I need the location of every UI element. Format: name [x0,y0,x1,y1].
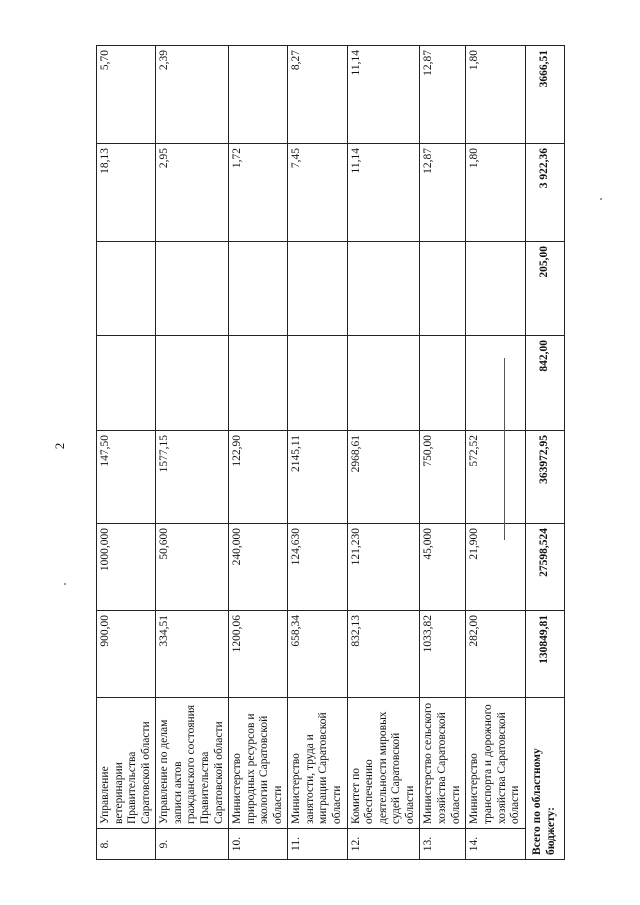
row-number: 9. [156,829,229,860]
value-cell [97,336,156,431]
scan-speck [64,583,66,585]
table-row [466,46,525,860]
value-cell: 21,900 [466,524,525,611]
value-cell: 572,52 [466,431,525,524]
value-cell [466,242,525,336]
value-cell: 124,630 [288,524,347,611]
organization-name: Управление по делам записи актов гражданского состояния Правительства Саратовской области [156,698,229,829]
total-value: 363972,95 [525,431,564,524]
value-cell [156,242,229,336]
value-cell: 832,13 [347,611,420,698]
value-cell [420,336,466,431]
table-row [229,46,288,860]
value-cell [97,242,156,336]
value-cell: 282,00 [466,611,525,698]
value-cell: 2145,11 [288,431,347,524]
value-cell: 1200,06 [229,611,288,698]
row-number: 11. [288,829,347,860]
total-value: 130849,81 [525,611,564,698]
value-cell [420,242,466,336]
value-cell: 2968,61 [347,431,420,524]
value-cell: 12,87 [420,46,466,144]
value-cell: 1577,15 [156,431,229,524]
value-cell [156,336,229,431]
total-value: 27598,524 [525,524,564,611]
value-cell: 1000,000 [97,524,156,611]
table-row [156,46,229,860]
value-cell: 147,50 [97,431,156,524]
value-cell: 122,90 [229,431,288,524]
organization-name: Министерство природных ресурсов и экологии Саратовской области [229,698,288,829]
total-value: 3 922,36 [525,144,564,242]
value-cell: 18,13 [97,144,156,242]
value-cell: 750,00 [420,431,466,524]
total-value: 3666,51 [525,46,564,144]
row-number: 14. [466,829,525,860]
total-label: Всего по областному бюджету: [525,698,564,860]
value-cell [347,336,420,431]
row-number: 10. [229,829,288,860]
table-row [288,46,347,860]
value-cell: 1,80 [466,144,525,242]
rotated-table-container [96,46,557,860]
value-cell: 240,000 [229,524,288,611]
value-cell: 2,95 [156,144,229,242]
value-cell: 1,72 [229,144,288,242]
value-cell: 121,230 [347,524,420,611]
value-cell [347,242,420,336]
value-cell: 7,45 [288,144,347,242]
value-cell: 334,51 [156,611,229,698]
total-value: 842,00 [525,336,564,431]
value-cell: 1033,82 [420,611,466,698]
value-cell: 2,39 [156,46,229,144]
value-cell: 12,87 [420,144,466,242]
table-row [347,46,420,860]
value-cell [229,46,288,144]
total-row [525,46,564,860]
organization-name: Министерство занятости, труда и миграции Саратовской области [288,698,347,829]
value-cell [466,336,525,431]
organization-name: Министерство транспорта и дорожного хозяйства Саратовской области [466,698,525,829]
value-cell: 5,70 [97,46,156,144]
value-cell [229,242,288,336]
value-cell: 11,14 [347,144,420,242]
value-cell: 45,000 [420,524,466,611]
value-cell [288,242,347,336]
value-cell: 1,80 [466,46,525,144]
signature-line [504,358,505,540]
table-row [420,46,466,860]
value-cell: 8,27 [288,46,347,144]
budget-table [96,45,565,860]
value-cell: 900,00 [97,611,156,698]
value-cell [229,336,288,431]
row-number: 8. [97,829,156,860]
row-number: 12. [347,829,420,860]
scan-speck [600,198,602,200]
value-cell: 50,600 [156,524,229,611]
value-cell [288,336,347,431]
total-value: 205,00 [525,242,564,336]
organization-name: Министерство сельского хозяйства Саратовской области [420,698,466,829]
value-cell: 658,34 [288,611,347,698]
page-number: 2 [52,442,67,450]
value-cell: 11,14 [347,46,420,144]
organization-name: Комитет по обеспечению деятельности мировых судей Саратовской области [347,698,420,829]
table-row [97,46,156,860]
row-number: 13. [420,829,466,860]
organization-name: Управление ветеринарии Правительства Саратовской области [97,698,156,829]
